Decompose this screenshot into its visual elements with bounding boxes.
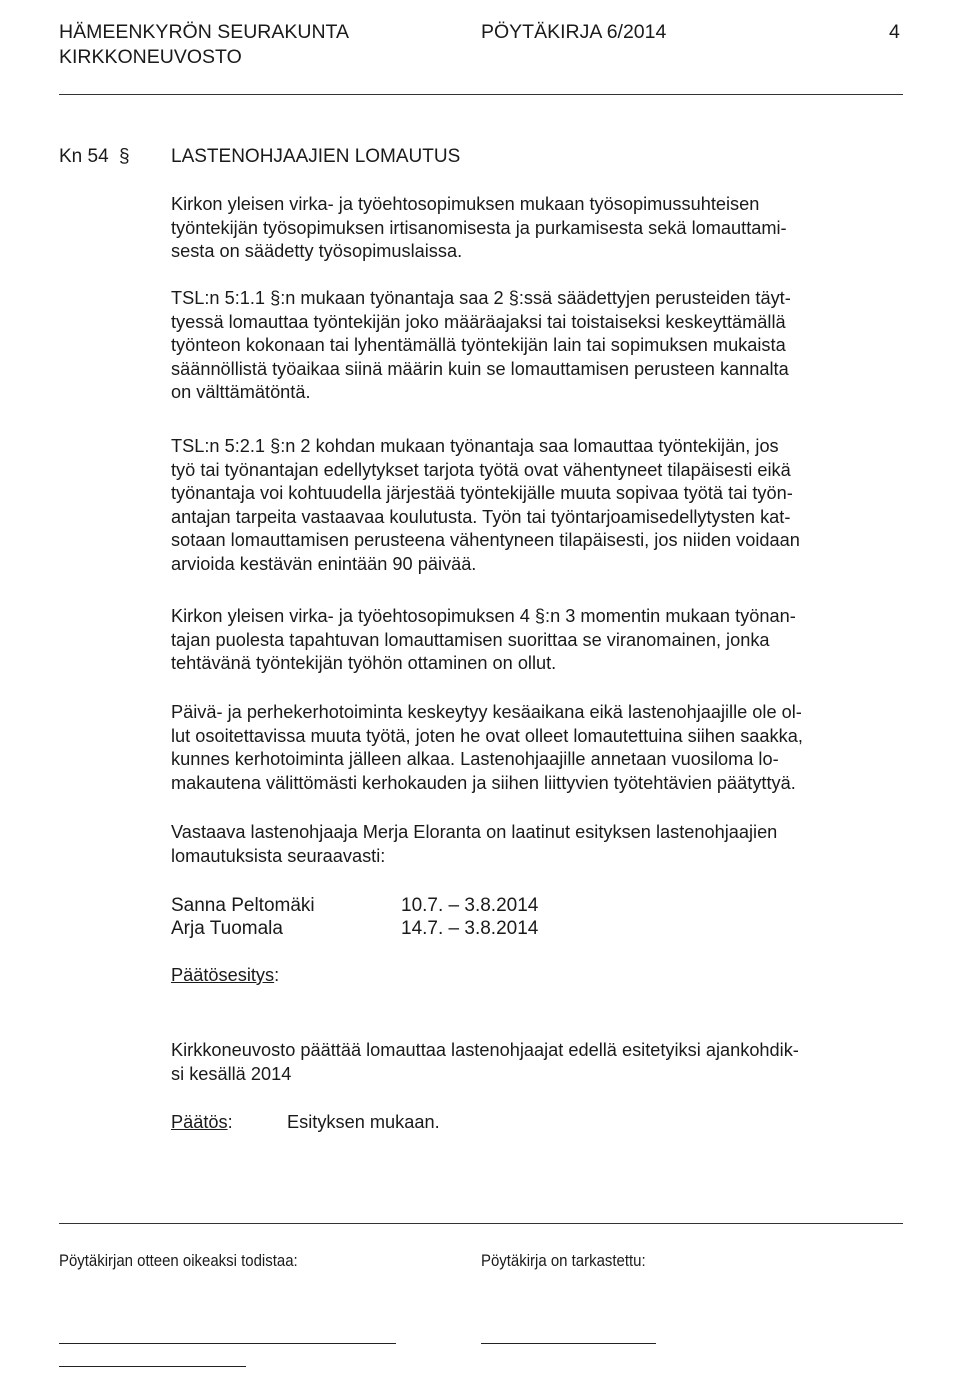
decision-colon: : [227,1112,233,1132]
org-name: HÄMEENKYRÖN SEURAKUNTA [59,21,350,43]
signature-line [59,1343,396,1344]
paragraph-line: arvioida kestävän enintään 90 päivää. [171,553,477,574]
paragraph-line: työ tai työnantajan edellytykset tarjota työtä ovat vähentyneet tilapäisesti eikä [171,459,791,480]
decision-text: Esityksen mukaan. [287,1112,440,1132]
paragraph-line: työnteon kokonaan tai lyhentämällä työntekijän lain tai sopimuksen mukaista [171,335,786,356]
section-symbol: § [119,146,130,167]
paragraph-line: lomautuksista seuraavasti: [171,845,386,866]
footer-rule [59,1223,903,1224]
section-number: Kn 54 [59,146,109,167]
paragraph-line: antajan tarpeita vastaavaa koulutusta. Työn tai työntarjoamisedellytysten kat- [171,506,791,527]
decision-label: Päätös [171,1112,228,1132]
paragraph-5 [171,701,803,795]
proposal-colon: : [274,965,280,985]
layoff-name: Sanna Peltomäki [171,895,315,916]
paragraph-3 [171,435,800,577]
proposal-heading [171,964,279,988]
paragraph-line: tyessä lomauttaa työntekijän joko määräajaksi tai toistaiseksi keskeyttämällä [171,311,786,332]
org-unit: KIRKKONEUVOSTO [59,46,242,68]
paragraph-line: työnantaja voi kohtuudella järjestää työntekijälle muuta sopivaa työtä tai työn- [171,483,793,504]
section-title: LASTENOHJAAJIEN LOMAUTUS [171,146,461,167]
layoff-name: Arja Tuomala [171,918,283,939]
paragraph-line: TSL:n 5:2.1 §:n 2 kohdan mukaan työnantaja saa lomauttaa työntekijän, jos [171,436,779,456]
paragraph-line: Kirkon yleisen virka- ja työehtosopimuksen 4 §:n 3 momentin mukaan työnan- [171,606,796,626]
layoff-period: 10.7. – 3.8.2014 [401,895,539,916]
checked-label: Pöytäkirja on tarkastettu: [481,1251,646,1270]
paragraph-line: Kirkon yleisen virka- ja työehtosopimuksen mukaan työsopimussuhteisen [171,194,760,214]
paragraph-line: säännöllistä työaikaa siinä määrin kuin se lomauttamisen perusteen kannalta [171,358,789,379]
paragraph-line: työntekijän työsopimuksen irtisanomisesta ja purkamisesta sekä lomauttami- [171,217,787,238]
signature-line [481,1343,656,1344]
paragraph-4 [171,605,796,676]
paragraph-line: TSL:n 5:1.1 §:n mukaan työnantaja saa 2 §:ssä säädettyjen perusteiden täyt- [171,288,791,308]
paragraph-line: makautena välittömästi kerhokauden ja siihen liittyvien työtehtävien päätyttyä. [171,772,796,793]
proposal-line: Kirkkoneuvosto päättää lomauttaa lastenohjaajat edellä esitetyiksi ajankohdik- [171,1040,799,1060]
paragraph-line: tehtävänä työntekijän työhön ottaminen on ollut. [171,653,557,674]
paragraph-line: lut osoitettavissa muuta työtä, joten he ovat olleet lomautettuina siihen saakka, [171,725,803,746]
document-title: PÖYTÄKIRJA 6/2014 [481,21,667,43]
decision-heading [171,1111,233,1135]
paragraph-1 [171,193,787,264]
signature-line [59,1366,246,1367]
proposal-text [171,1039,799,1086]
layoff-period: 14.7. – 3.8.2014 [401,918,539,939]
paragraph-line: sotaan lomauttamisen perusteena vähentyneen tilapäisesti, jos niiden voidaan [171,530,800,551]
paragraph-line: sesta on säädetty työsopimuslaissa. [171,241,463,262]
paragraph-line: on välttämätöntä. [171,382,311,403]
proposal-line: si kesällä 2014 [171,1063,292,1084]
paragraph-2 [171,287,791,405]
proposal-label: Päätösesitys [171,965,275,985]
paragraph-line: kunnes kerhotoiminta jälleen alkaa. Lastenohjaajille annetaan vuosiloma lo- [171,749,779,770]
certified-label: Pöytäkirjan otteen oikeaksi todistaa: [59,1251,298,1270]
paragraph-line: Päivä- ja perhekerhotoiminta keskeytyy kesäaikana eikä lastenohjaajille ole ol- [171,702,802,722]
paragraph-line: Vastaava lastenohjaaja Merja Eloranta on laatinut esityksen lastenohjaajien [171,822,778,842]
header-rule [59,94,903,95]
page-number: 4 [889,21,900,43]
paragraph-6 [171,821,777,868]
paragraph-line: tajan puolesta tapahtuvan lomauttamisen suorittaa se viranomainen, jonka [171,629,770,650]
